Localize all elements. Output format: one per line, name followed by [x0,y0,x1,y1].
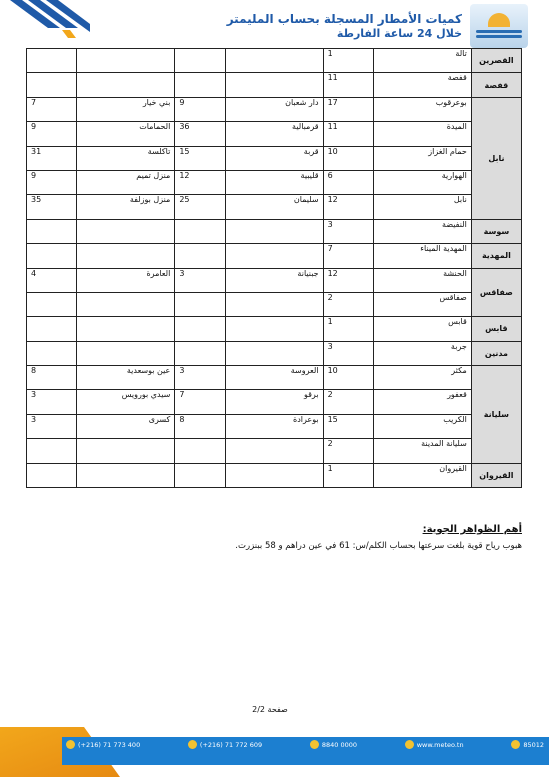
governorate-cell: مدنين [471,341,521,365]
value-cell [175,219,225,243]
table-row [27,292,522,316]
sms-text: 85012 [523,740,544,749]
value-cell: 1 [323,463,373,487]
value-cell [175,439,225,463]
governorate-cell: القيروان [471,463,521,487]
wave-icon [476,30,522,33]
footer-phone1[interactable] [66,740,140,749]
value-cell: 11 [323,122,373,146]
station-cell: جربة [373,341,471,365]
station-cell: النفيضة [373,219,471,243]
station-cell: تالة [373,49,471,73]
value-cell [27,317,77,341]
station-cell [225,49,323,73]
governorate-cell: سليانة [471,366,521,464]
value-cell [27,219,77,243]
value-cell: 4 [27,268,77,292]
station-cell [225,317,323,341]
station-cell [77,219,175,243]
station-cell: مكثر [373,366,471,390]
station-cell: قليبية [225,170,323,194]
station-cell: قابس [373,317,471,341]
value-cell: 25 [175,195,225,219]
station-cell: عين بوسعدية [77,366,175,390]
table-row [27,219,522,243]
value-cell: 8 [175,414,225,438]
sms-icon [511,740,520,749]
station-cell [225,439,323,463]
footer-phone2[interactable] [188,740,262,749]
phone1-text: (+216) 71 773 400 [78,740,141,749]
station-cell: جبنيانة [225,268,323,292]
footer-address: ص.ب. 156 - 2035 - تونس قرطاج B. P. n°156 - 2035 - Tunis Carthage [214,728,396,734]
value-cell [27,439,77,463]
value-cell: 11 [323,73,373,97]
table-row [27,341,522,365]
value-cell [175,244,225,268]
value-cell [27,49,77,73]
value-cell [175,341,225,365]
footer-contacts [66,740,544,749]
call-center-icon [310,740,319,749]
fax-icon [188,740,197,749]
footer-website[interactable] [405,740,464,749]
governorate-cell: قفصة [471,73,521,97]
station-cell [225,463,323,487]
table-row [27,73,522,97]
value-cell: 3 [175,268,225,292]
value-cell: 9 [175,97,225,121]
value-cell [27,341,77,365]
table-row [27,317,522,341]
station-cell [77,244,175,268]
table-row [27,439,522,463]
value-cell: 35 [27,195,77,219]
value-cell: 10 [323,366,373,390]
value-cell [175,49,225,73]
value-cell: 6 [323,170,373,194]
value-cell: 17 [323,97,373,121]
value-cell: 10 [323,146,373,170]
station-cell [77,73,175,97]
page-subtitle: خلال 24 ساعة الفارطة [336,27,462,40]
value-cell: 15 [323,414,373,438]
station-cell [77,439,175,463]
value-cell: 12 [175,170,225,194]
governorate-cell: نابل [471,97,521,219]
station-cell: تاكلسة [77,146,175,170]
web-icon [405,740,414,749]
station-cell: كسرى [77,414,175,438]
website-text: www.meteo.tn [416,740,464,749]
value-cell: 3 [175,366,225,390]
value-cell: 7 [323,244,373,268]
station-cell: بوعرادة [225,414,323,438]
station-cell: قفصة [373,73,471,97]
station-cell: بوعرقوب [373,97,471,121]
footer [0,727,549,777]
station-cell: القيروان [373,463,471,487]
station-cell [225,244,323,268]
station-cell: الحنشة [373,268,471,292]
station-cell: حمام الغزاز [373,146,471,170]
station-cell: دار شعبان [225,97,323,121]
value-cell: 3 [323,341,373,365]
station-cell: قربة [225,146,323,170]
station-cell: منزل بوزلفة [77,195,175,219]
value-cell [27,73,77,97]
station-cell: قعفور [373,390,471,414]
brand-stripes-logo [0,0,90,50]
value-cell [175,292,225,316]
phone-icon [66,740,75,749]
value-cell: 8 [27,366,77,390]
value-cell: 9 [27,170,77,194]
tollfree-text: 8840 0000 [321,740,357,749]
value-cell [175,73,225,97]
station-cell: سليمان [225,195,323,219]
governorate-cell: صفاقس [471,268,521,317]
station-cell: الميدة [373,122,471,146]
station-cell [77,292,175,316]
value-cell: 7 [27,97,77,121]
value-cell: 31 [27,146,77,170]
value-cell: 2 [323,292,373,316]
value-cell [27,292,77,316]
station-cell: صفاقس [373,292,471,316]
station-cell [225,219,323,243]
table-row [27,195,522,219]
station-cell: قرمبالية [225,122,323,146]
station-cell [77,341,175,365]
footer-tollfree[interactable] [310,740,357,749]
table-row [27,244,522,268]
table-row [27,268,522,292]
station-cell [225,73,323,97]
value-cell [27,244,77,268]
phone2-text: (+216) 71 772 609 [199,740,263,749]
value-cell: 1 [323,317,373,341]
wave-icon [476,35,522,38]
station-cell: منزل تميم [77,170,175,194]
station-cell: الهوارية [373,170,471,194]
station-cell: نابل [373,195,471,219]
station-cell: بني خيار [77,97,175,121]
station-cell [225,341,323,365]
value-cell: 1 [323,49,373,73]
value-cell: 36 [175,122,225,146]
station-cell: الكريب [373,414,471,438]
table-row [27,463,522,487]
governorate-cell: سوسة [471,219,521,243]
table-row [27,146,522,170]
phenomena-title: أهم الظواهر الجوية: [422,524,522,535]
station-cell [77,317,175,341]
station-cell: المهدية الميناء [373,244,471,268]
station-cell: سيدي بورويس [77,390,175,414]
phenomena-text: هبوب رياح قوية بلغت سرعتها بحساب الكلم/س: 61 في عين دراهم و 58 ببنزرت. [235,541,522,551]
station-cell: العامرة [77,268,175,292]
value-cell: 7 [175,390,225,414]
sun-icon [488,13,510,27]
footer-sms[interactable] [511,740,544,749]
value-cell: 3 [27,414,77,438]
value-cell: 9 [27,122,77,146]
value-cell [27,463,77,487]
governorate-cell: قابس [471,317,521,341]
page-number: صفحة 2/2 [252,705,288,714]
station-cell: برقو [225,390,323,414]
governorate-cell: القصرين [471,49,521,73]
value-cell: 2 [323,439,373,463]
rainfall-table [26,48,522,488]
table-row [27,49,522,73]
table-row [27,366,522,390]
station-cell [225,292,323,316]
value-cell: 3 [323,219,373,243]
governorate-cell: المهدية [471,244,521,268]
station-cell [77,49,175,73]
table-row [27,97,522,121]
table-row [27,414,522,438]
value-cell: 12 [323,195,373,219]
station-cell: العروسة [225,366,323,390]
table-row [27,122,522,146]
meteo-institute-logo [470,4,528,48]
value-cell: 12 [323,268,373,292]
table-row [27,390,522,414]
value-cell [175,463,225,487]
table-row [27,170,522,194]
value-cell [175,317,225,341]
value-cell: 2 [323,390,373,414]
station-cell: سليانة المدينة [373,439,471,463]
page-title: كميات الأمطار المسجلة بحساب المليمتر [226,12,462,26]
station-cell: الحمامات [77,122,175,146]
value-cell: 3 [27,390,77,414]
station-cell [77,463,175,487]
value-cell: 15 [175,146,225,170]
